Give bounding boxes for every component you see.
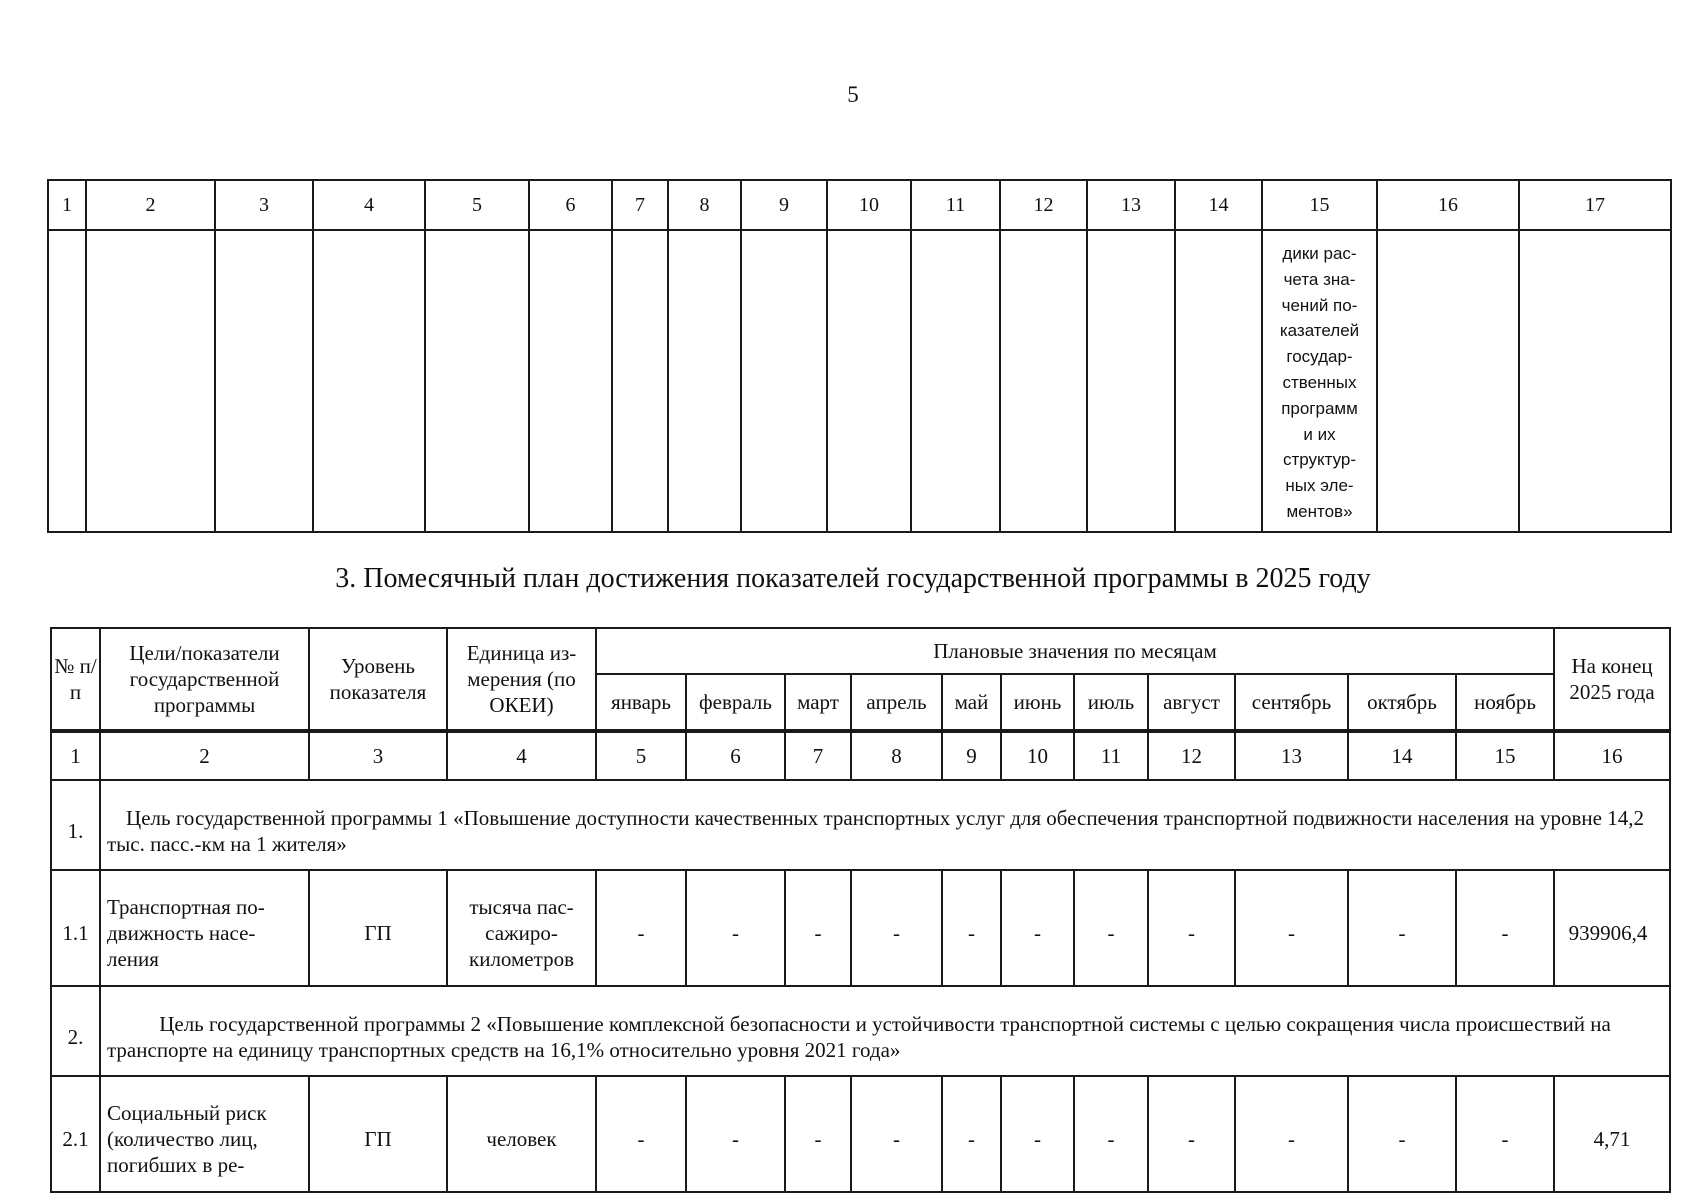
month-header: июнь <box>1001 674 1074 731</box>
column-number: 6 <box>686 731 785 780</box>
month-value: - <box>1001 1076 1074 1192</box>
month-value: - <box>1148 1076 1235 1192</box>
empty-cell <box>741 230 827 532</box>
month-header: август <box>1148 674 1235 731</box>
month-header: июль <box>1074 674 1148 731</box>
header-cell: 7 <box>612 180 668 230</box>
indicator-name: Транспортная по- движность насе- ления <box>100 870 309 986</box>
month-value: - <box>1074 870 1148 986</box>
month-value: - <box>1456 870 1554 986</box>
column-number: 2 <box>100 731 309 780</box>
empty-cell <box>86 230 215 532</box>
indicator-level: ГП <box>309 870 447 986</box>
empty-cell <box>827 230 911 532</box>
empty-cell <box>1377 230 1519 532</box>
header-cell: 12 <box>1000 180 1087 230</box>
month-value: - <box>1456 1076 1554 1192</box>
indicator-number: 2.1 <box>51 1076 100 1192</box>
header-cell: 6 <box>529 180 612 230</box>
header-cell: 2 <box>86 180 215 230</box>
column-number: 11 <box>1074 731 1148 780</box>
header-cell: 14 <box>1175 180 1262 230</box>
month-value: - <box>596 1076 686 1192</box>
empty-cell <box>1175 230 1262 532</box>
month-value: - <box>1348 1076 1456 1192</box>
header-cell: 4 <box>313 180 425 230</box>
indicator-name: Социальный риск (количество лиц, погибших в ре- <box>100 1076 309 1192</box>
column-number: 4 <box>447 731 596 780</box>
month-header: сентябрь <box>1235 674 1348 731</box>
empty-cell <box>1519 230 1671 532</box>
indicator-row <box>51 1076 1670 1192</box>
indicator-unit: человек <box>447 1076 596 1192</box>
month-header: март <box>785 674 851 731</box>
header-cell: 8 <box>668 180 741 230</box>
indicator-level: ГП <box>309 1076 447 1192</box>
col-header-year-end: На конец 2025 года <box>1554 628 1670 731</box>
month-value: - <box>1148 870 1235 986</box>
empty-cell <box>1087 230 1175 532</box>
header-cell: 17 <box>1519 180 1671 230</box>
header-cell: 1 <box>48 180 86 230</box>
page-number: 5 <box>847 82 859 107</box>
month-value: - <box>686 1076 785 1192</box>
header-cell: 5 <box>425 180 529 230</box>
month-header: апрель <box>851 674 942 731</box>
month-value: - <box>785 1076 851 1192</box>
month-value: - <box>1235 1076 1348 1192</box>
indicator-unit: тысяча пас- сажиро- километров <box>447 870 596 986</box>
month-header: февраль <box>686 674 785 731</box>
column-number: 12 <box>1148 731 1235 780</box>
empty-cell <box>425 230 529 532</box>
column-number: 1 <box>51 731 100 780</box>
year-end-value: 939906,4 <box>1554 870 1670 986</box>
goal-text: Цель государственной программы 1 «Повышение доступности качественных транспортных услуг для обеспечения транспортной подвижности населения на уровне 14,2 тыс. пасс.-км на 1 жителя» <box>100 780 1670 870</box>
month-value: - <box>686 870 785 986</box>
header-cell: 11 <box>911 180 1000 230</box>
col-header-unit: Единица из-мерения (по ОКЕИ) <box>447 628 596 731</box>
empty-cell <box>612 230 668 532</box>
goal-row <box>51 986 1670 1076</box>
header-cell: 13 <box>1087 180 1175 230</box>
col-header-number: № п/п <box>51 628 100 731</box>
empty-cell <box>215 230 313 532</box>
col-header-level: Уровень показателя <box>309 628 447 731</box>
month-header: январь <box>596 674 686 731</box>
goal-number: 1. <box>51 780 100 870</box>
header-cell: 10 <box>827 180 911 230</box>
column-number: 14 <box>1348 731 1456 780</box>
goal-row <box>51 780 1670 870</box>
empty-cell <box>1000 230 1087 532</box>
column-number: 3 <box>309 731 447 780</box>
month-value: - <box>1001 870 1074 986</box>
month-header: октябрь <box>1348 674 1456 731</box>
month-value: - <box>942 870 1001 986</box>
month-value: - <box>1235 870 1348 986</box>
month-value: - <box>942 1076 1001 1192</box>
year-end-value: 4,71 <box>1554 1076 1670 1192</box>
indicator-row <box>51 870 1670 986</box>
empty-cell <box>911 230 1000 532</box>
monthly-plan-table <box>50 627 1671 1193</box>
methodology-continuation-text: дики рас- чета зна- чений по- казателей государ- ственных программ и их структур- ных эле- ментов» <box>1279 244 1360 521</box>
header-cell: 9 <box>741 180 827 230</box>
header-cell: 3 <box>215 180 313 230</box>
column-number: 7 <box>785 731 851 780</box>
goal-number: 2. <box>51 986 100 1076</box>
continuation-table <box>47 179 1672 533</box>
empty-cell <box>48 230 86 532</box>
month-value: - <box>785 870 851 986</box>
column-number: 13 <box>1235 731 1348 780</box>
month-header: ноябрь <box>1456 674 1554 731</box>
methodology-continuation-cell <box>1262 230 1377 532</box>
column-number: 9 <box>942 731 1001 780</box>
header-cell: 15 <box>1262 180 1377 230</box>
empty-cell <box>529 230 612 532</box>
col-header-planned-values: Плановые значения по месяцам <box>596 628 1554 674</box>
indicator-number: 1.1 <box>51 870 100 986</box>
column-number: 5 <box>596 731 686 780</box>
month-value: - <box>596 870 686 986</box>
column-number: 15 <box>1456 731 1554 780</box>
col-header-goals: Цели/показатели государственной программы <box>100 628 309 731</box>
month-value: - <box>1348 870 1456 986</box>
goal-text: Цель государственной программы 2 «Повышение комплексной безопасности и устойчивости транспортной системы с целью сокращения числа происшествий на транспорте на единицу транспортных средств на 16,1% относительно уровня 2021 года» <box>100 986 1670 1076</box>
column-number: 10 <box>1001 731 1074 780</box>
month-value: - <box>851 1076 942 1192</box>
month-value: - <box>851 870 942 986</box>
empty-cell <box>668 230 741 532</box>
month-value: - <box>1074 1076 1148 1192</box>
month-header: май <box>942 674 1001 731</box>
empty-cell <box>313 230 425 532</box>
section-title: 3. Помесячный план достижения показателей государственной программы в 2025 году <box>335 563 1371 594</box>
column-number: 16 <box>1554 731 1670 780</box>
column-number: 8 <box>851 731 942 780</box>
header-cell: 16 <box>1377 180 1519 230</box>
